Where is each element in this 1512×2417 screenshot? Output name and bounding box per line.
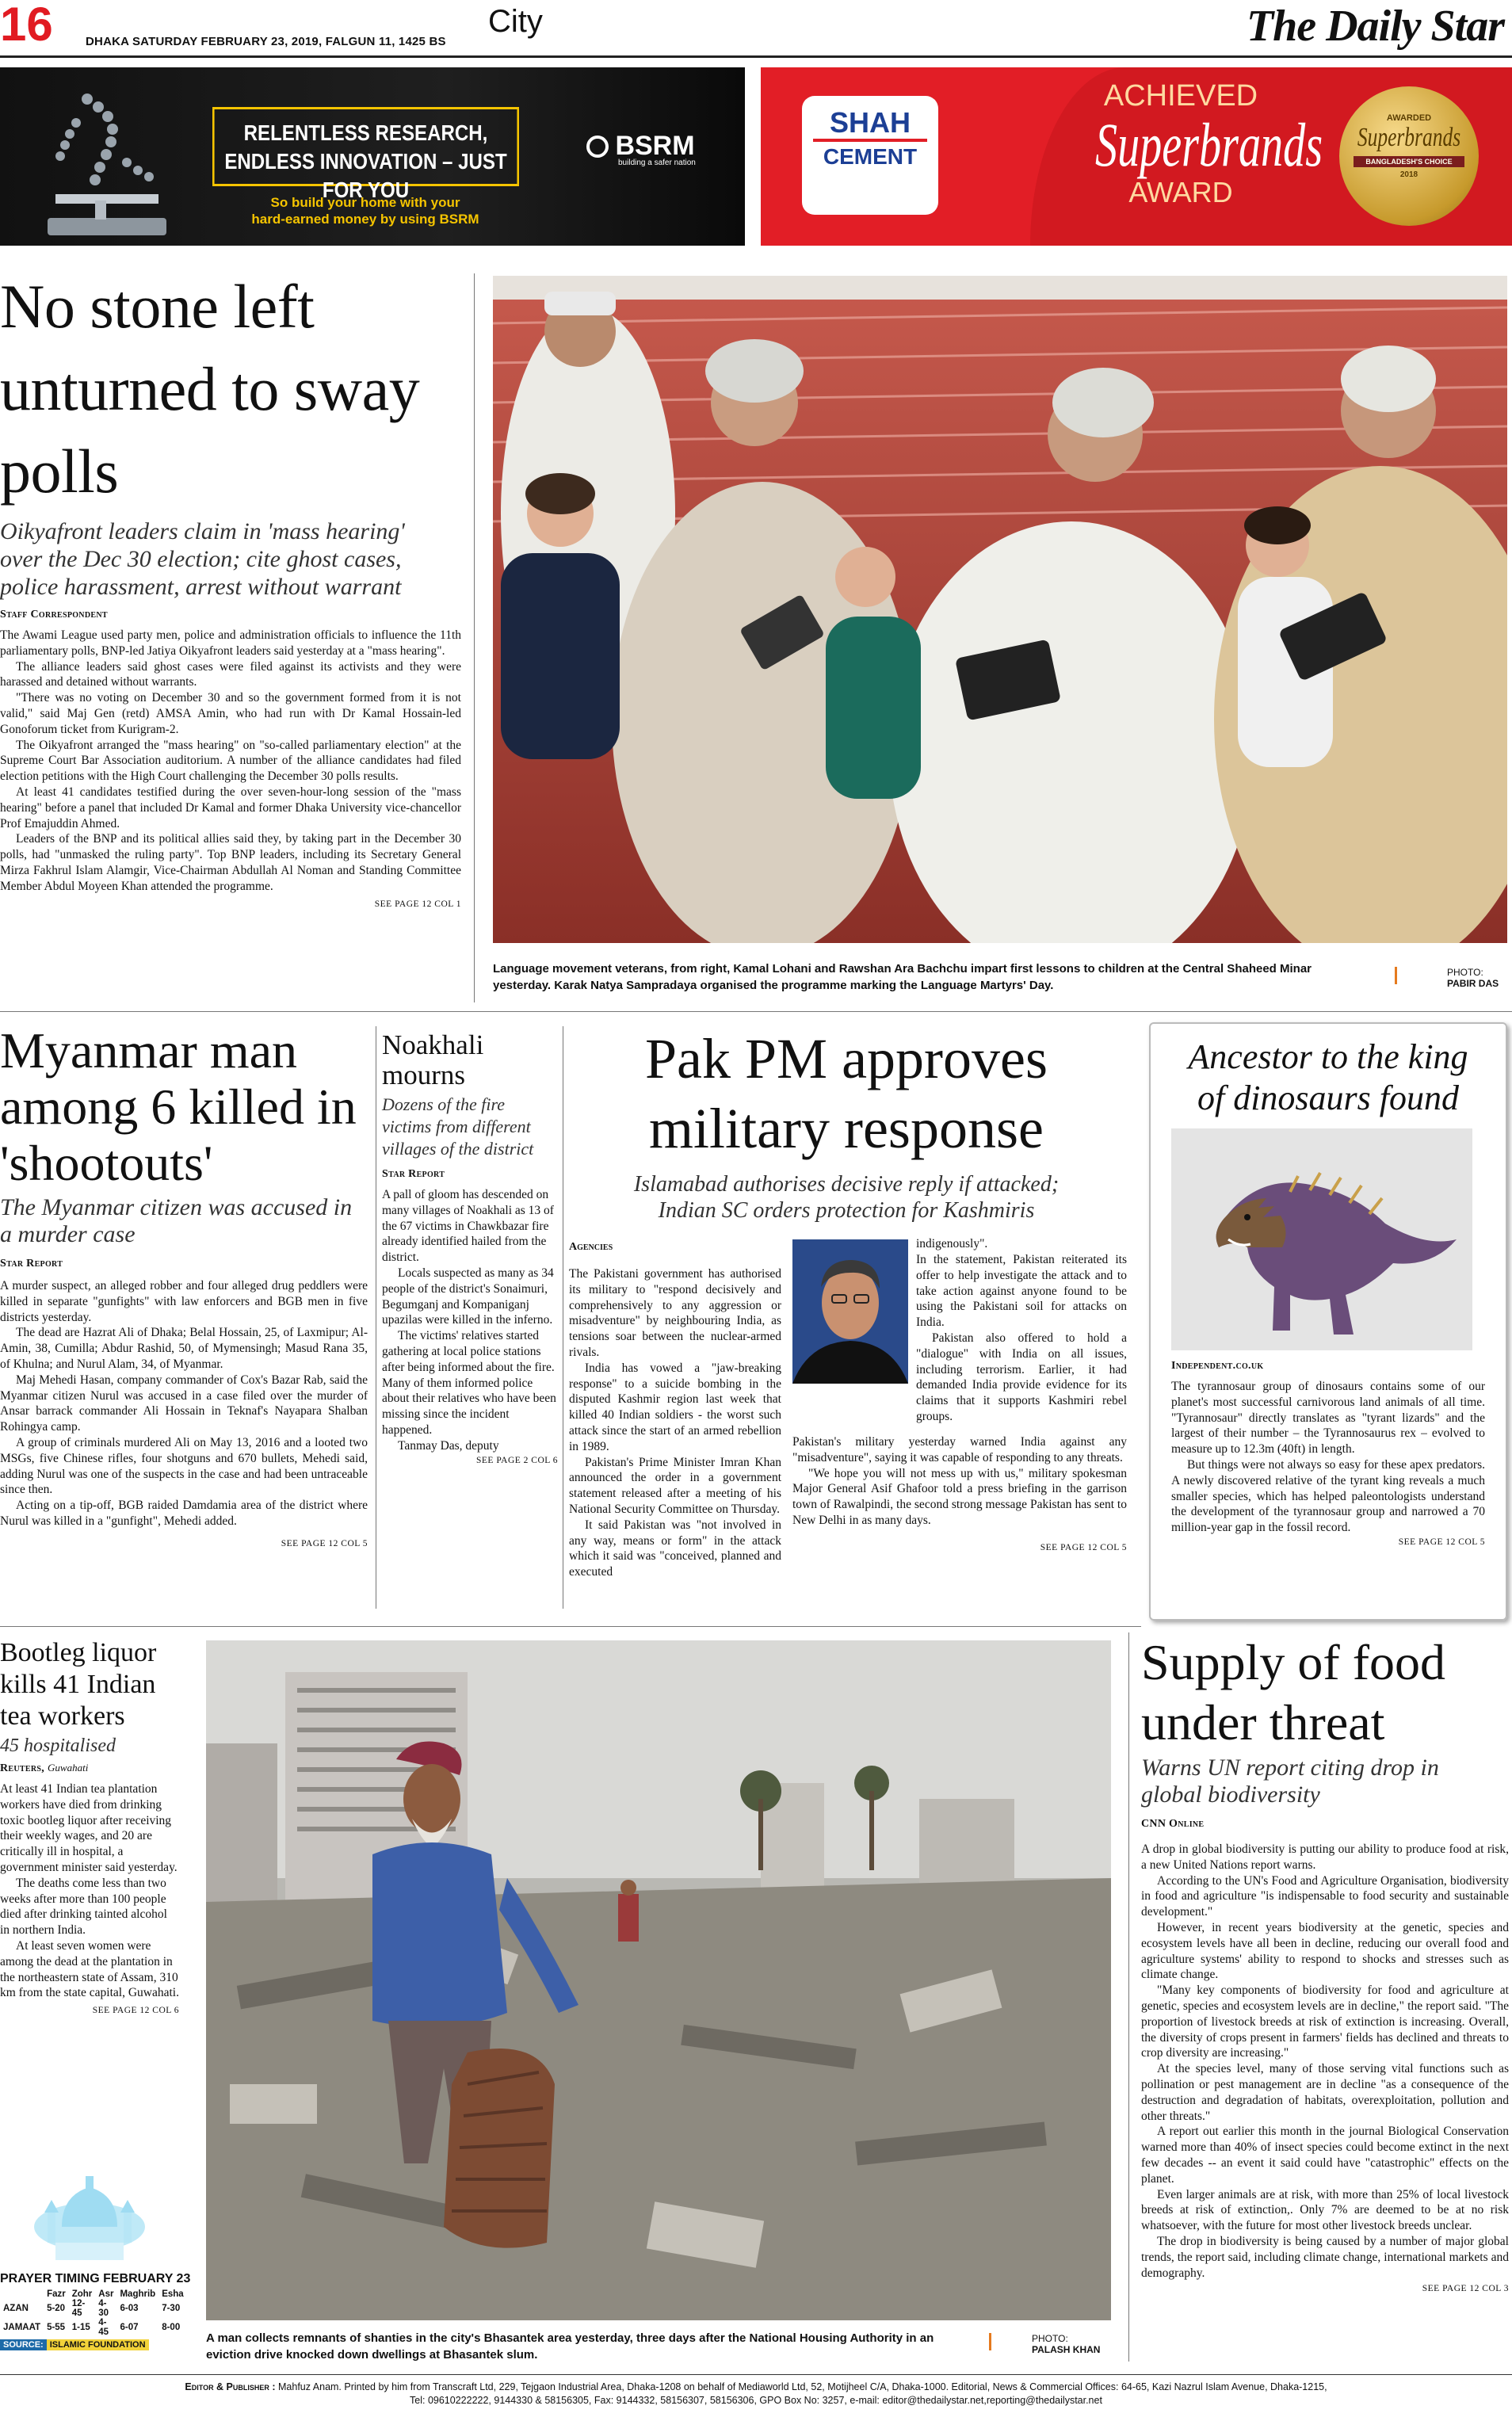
prayer-source <box>0 2340 179 2350</box>
prayer-time: 5-20 <box>47 2304 66 2313</box>
prayer-name: Maghrib <box>120 2289 156 2299</box>
lead-para: Leaders of the BNP and its political allies said they, by taking part in the December 30 polls, had "unmasked the ruling party". Top BNP leaders, including its Secretary General Mirza Fakhrul Islam Alamgir, Vice-Chairman Abdullah Al Noman and Standing Committee Member Abdul Moyeen Khan attended the programme. <box>0 832 461 893</box>
section-name: City <box>488 4 543 39</box>
bsrm-sub <box>212 194 518 227</box>
liquor-story <box>0 1637 179 2015</box>
imprint-line-2: Tel: 09610222222, 9144330 & 58156305, Fax: 9144332, 58156307, 58156306, GPO Box No: 3257, e-mail: editor@thedailystar.net,reporting@thedailystar.net <box>410 2395 1102 2406</box>
pakpm-para: Pakistan's military yesterday warned India against any "misadventure", saying it was capable of responding to any threats. <box>792 1435 1127 1464</box>
ad-bsrm[interactable] <box>0 67 745 246</box>
pakpm-deck: Islamabad authorises decisive reply if attacked; Indian SC orders protection for Kashmiris <box>633 1172 1060 1223</box>
caption-marker <box>989 2333 991 2350</box>
prayer-source-value: ISLAMIC FOUNDATION <box>47 2339 149 2350</box>
prayer-row <box>0 2318 187 2337</box>
prayer-name: Asr <box>98 2289 114 2299</box>
pakpm-headline[interactable]: Pak PM approves military response <box>645 1027 1048 1160</box>
pakpm-para: Pakistan also offered to hold a "dialogue" with India on all issues, including terrorism. Earlier, it had demanded India provide evidence for its claims that it supports Kashmiri rebel groups. <box>916 1331 1127 1423</box>
pakpm-jump[interactable]: SEE PAGE 12 COL 5 <box>1040 1542 1127 1552</box>
prayer-time: 7-30 <box>162 2304 181 2313</box>
shah-brand-2: CEMENT <box>823 144 918 169</box>
lead-para: At least 41 candidates testified during the over seven-hour-long session of the "mass hearing" before a panel that included Dr Kamal and former Dhaka University vice-chancellor Prof Emajuddin Ahmed. <box>0 785 461 830</box>
myanmar-para: A group of criminals murdered Ali on May 13, 2016 and a looted two MSGs, five Chinese rifles, four shotguns and 670 bullets, Mehedi said, adding Nurul was one of the suspects in the case and had been untraceable since then. <box>0 1435 368 1497</box>
dino-byline: Independent.co.uk <box>1171 1360 1264 1372</box>
section-rule <box>0 1626 1141 1627</box>
imprint <box>0 2381 1512 2407</box>
liquor-byline: Reuters, <box>0 1762 45 1774</box>
prayer-time: 6-07 <box>120 2323 139 2332</box>
lead-headline[interactable]: No stone left unturned to sway polls <box>0 272 420 506</box>
lead-para: The Oikyafront arranged the "mass hearing" on "so-called parliamentary election" at the Supreme Court Bar Association auditorium. A number of the alliance candidates had filed election petitions with the High Court challenging the December 30 polls results. <box>0 738 461 784</box>
lead-story <box>0 265 461 909</box>
lead-body <box>0 628 461 895</box>
prayer-row-label: AZAN <box>3 2304 29 2313</box>
lead-deck: Oikyafront leaders claim in 'mass hearing' over the Dec 30 election; cite ghost cases, police harassment, arrest without warrant <box>0 518 405 600</box>
food-jump[interactable]: SEE PAGE 12 COL 3 <box>1422 2284 1509 2294</box>
pakpm-byline: Agencies <box>569 1241 613 1253</box>
imprint-label: Editor & Publisher : <box>185 2381 276 2392</box>
dino-para: But things were not always so easy for these apex predators. A newly discovered relative of the tyrant king reveals a much smaller species, which has helped paleontologists understand the development of the tyrannosaur group and narrowed a 70 million-year gap in the fossil record. <box>1171 1457 1485 1535</box>
myanmar-headline[interactable]: Myanmar man among 6 killed in 'shootouts' <box>0 1022 357 1191</box>
food-para: The drop in biodiversity is being caused by a number of major global trends, the report said, including climate change, international markets and demography. <box>1141 2234 1509 2280</box>
header-rule <box>0 55 1512 58</box>
myanmar-para: A murder suspect, an alleged robber and four alleged drug peddlers were killed in separate "gunfights" with law enforcers and BGB men in five districts yesterday. <box>0 1279 368 1324</box>
bsrm-tagline: building a safer nation <box>618 158 696 167</box>
lead-photo[interactable] <box>493 276 1507 943</box>
myanmar-para: Acting on a tip-off, BGB raided Damdamia area of the district where Nurul was killed in a "gunfight", Mehedi added. <box>0 1499 368 1528</box>
myanmar-para: Maj Mehedi Hasan, company commander of Cox's Bazar Rab, said the Myanmar citizen Nurul was accused in a case filed over the murder of Ansar barrack commander Ali Hossain in Teknaf's Nayapara Shalban Rohingya camp. <box>0 1373 368 1434</box>
pakpm-para: The Pakistani government has authorised its military to "respond decisively and comprehensively to any aggression or misadventure" by neighbouring India, as tensions soar between the nuclear-armed rivals. <box>569 1267 781 1359</box>
credit-label: PHOTO: <box>1447 967 1483 978</box>
prayer-time: 1-15 <box>71 2323 90 2332</box>
liquor-para: At least seven women were among the dead at the plantation in the northeastern state of Assam, 310 km from the state capital, Guwahati. <box>0 1938 179 2000</box>
myanmar-jump[interactable]: SEE PAGE 12 COL 5 <box>281 1538 368 1548</box>
bsrm-headline-box <box>212 107 519 202</box>
ad-shah-cement[interactable] <box>761 67 1512 246</box>
microscope-icon <box>32 75 174 242</box>
pakpm-col2 <box>916 1236 1127 1252</box>
noakhali-story <box>382 1030 558 1465</box>
myanmar-para: The dead are Hazrat Ali of Dhaka; Belal Hossain, 25, of Laxmipur; Al-Amin, 38, Cumilla; Abdur Rashid, 50, of Mymensingh; Masud Rana 35, of Khulna; and Nurul Alam, 34, of Myanmar. <box>0 1326 368 1371</box>
lead-para: The alliance leaders said ghost cases were filed against its activists and they were harassed and detained without warrants. <box>0 659 461 689</box>
prayer-time: 8-00 <box>162 2323 181 2332</box>
food-para: At the species level, many of those serving vital functions such as pollination or pest management are in decline "as a consequence of the destruction and degradation of habitats, overexploitation, pollution and other threats." <box>1141 2062 1509 2123</box>
lead-photo-image <box>493 276 1507 943</box>
imprint-text: Mahfuz Anam. Printed by him from Transcraft Ltd, 229, Tejgaon Industrial Area, Dhaka-1208 on behalf of Mediaworld Ltd, 52, Motijheel C/A, Dhaka-1000. Editorial, News & Commercial Offices: 64-65, Kazi Nazrul Islam Avenue, Dhaka-1215, <box>278 2381 1327 2392</box>
prayer-box <box>0 2155 191 2350</box>
lead-photo-credit <box>1447 967 1499 989</box>
food-byline: CNN Online <box>1141 1818 1205 1830</box>
prayer-title: PRAYER TIMING FEBRUARY 23 <box>0 2272 191 2285</box>
shah-brand-1: SHAH <box>813 107 927 142</box>
liquor-para: At least 41 Indian tea plantation workers have died from drinking toxic bootleg liquor after receiving their weekly wages, and 20 are critically ill in hospital, a government minister said yesterday. <box>0 1782 178 1874</box>
food-story <box>1141 1632 1509 2293</box>
shah-award: AWARD <box>1128 176 1233 208</box>
pakpm-para: It said Pakistan was "not involved in any way, means or form" in the attack which it said was "conceived, planned and executed <box>569 1518 781 1579</box>
noakhali-headline[interactable]: Noakhali mourns <box>382 1029 484 1090</box>
bsrm-logo <box>586 131 696 167</box>
dino-headline[interactable]: Ancestor to the king of dinosaurs found <box>1188 1037 1468 1117</box>
pakpm-para: India has vowed a "jaw-breaking response" to a suicide bombing in the disputed Kashmir region last week that killed 40 Indian soldiers - the worst such attack since the start of an armed rebellion in 1989. <box>569 1361 781 1453</box>
shah-superbrands: Superbrands <box>1095 110 1323 179</box>
lead-para: The Awami League used party men, police and administration officials to influence the 11th parliamentary polls, BNP-led Jatiya Oikyafront leaders said yesterday at a "mass hearing". <box>0 628 461 658</box>
pakpm-col1 <box>569 1266 781 1580</box>
food-para: A report out earlier this month in the journal Biological Conservation warned more than 40% of insect species could become extinct in the next few decades -- an event it said could have "catastrophic" effects on the planet. <box>1141 2125 1509 2186</box>
lead-jump[interactable]: SEE PAGE 12 COL 1 <box>374 899 461 909</box>
dino-image[interactable] <box>1171 1128 1472 1350</box>
portrait-image <box>792 1239 908 1384</box>
liquor-deck: 45 hospitalised <box>0 1735 116 1756</box>
prayer-row-label: JAMAAT <box>3 2323 41 2332</box>
noakhali-byline: Star Report <box>382 1168 445 1180</box>
superbrands-seal <box>1339 86 1479 226</box>
footer-rule <box>0 2374 1512 2375</box>
page-number: 16 <box>0 0 53 51</box>
noakhali-para: Tanmay Das, deputy <box>398 1438 499 1453</box>
noakhali-para: The victims' relatives started gathering at local police stations after being informed about the fire. Many of them informed police about their relatives who have been missing since the incident happened. <box>382 1329 556 1437</box>
dino-box <box>1149 1022 1507 1621</box>
food-para: However, in recent years biodiversity at the genetic, species and ecosystem levels have all been in decline, reducing our overall food and agriculture systems' ability to respond to shocks and stresses such as climate change. <box>1141 1920 1509 1982</box>
shah-award-text <box>1062 78 1323 208</box>
section-rule <box>0 1011 1512 1012</box>
myanmar-deck: The Myanmar citizen was accused in a murder case <box>0 1194 353 1247</box>
prayer-name: Zohr <box>71 2289 93 2299</box>
bsrm-headline-1: RELENTLESS RESEARCH, <box>243 120 488 145</box>
liquor-para: The deaths come less than two weeks after more than 100 people died after drinking tainted alcohol in northern India. <box>0 1876 167 1938</box>
col-rule <box>474 273 475 1002</box>
shah-logo <box>802 96 938 215</box>
pakpm-para: indigenously". <box>916 1237 988 1251</box>
masthead-logo[interactable]: The Daily Star <box>1246 2 1504 51</box>
food-headline[interactable]: Supply of food under threat <box>1141 1634 1445 1751</box>
food-para: "Many key components of biodiversity for food and agriculture at genetic, species and ecosystem levels are in decline," the report said. "The proportion of livestock breeds at risk of extinction is increasing. Overall, the diversity of crops present in farmers' fields has declined and threats to crop diversity are increasing." <box>1141 1984 1509 2060</box>
col-rule <box>1128 1632 1129 2362</box>
liquor-dateline: Guwahati <box>48 1762 89 1774</box>
imprint-line-1 <box>0 2381 1512 2394</box>
dinosaur-icon <box>1171 1128 1472 1350</box>
bhasantek-photo[interactable] <box>206 1640 1111 2320</box>
food-para: Even larger animals are at risk, with more than 25% of local livestock breeds at risk of extinction,. Only 7% are deemed to be at no risk whatsoever, with the future for most other livestock breeds unclear. <box>1141 2187 1509 2233</box>
credit-name: PABIR DAS <box>1447 978 1499 989</box>
dino-jump[interactable]: SEE PAGE 12 COL 5 <box>1398 1537 1485 1547</box>
bhasantek-image <box>206 1640 1111 2320</box>
seal-ribbon: BANGLADESH'S CHOICE <box>1354 156 1464 167</box>
pakpm-story <box>569 1024 1124 1224</box>
caption-marker <box>1395 967 1397 984</box>
lead-byline: Staff Correspondent <box>0 609 108 620</box>
food-para: A drop in global biodiversity is putting our ability to produce food at risk, a new United Nations report warns. <box>1141 1842 1509 1872</box>
prayer-time: 6-03 <box>120 2304 139 2313</box>
pakpm-col2-wrap <box>916 1252 1127 1425</box>
myanmar-byline: Star Report <box>0 1258 63 1270</box>
prayer-header-row <box>0 2289 187 2299</box>
liquor-headline[interactable]: Bootleg liquor kills 41 Indian tea workers <box>0 1638 157 1731</box>
bsrm-headline-2: ENDLESS INNOVATION – JUST FOR YOU <box>224 149 507 202</box>
pakpm-para: "We hope you will not mess up with us," military spokesman Major General Asif Ghafoor told a press briefing in the garrison town of Rawalpindi, the second strong message Pakistan has sent to New Delhi in as many days. <box>792 1466 1127 1527</box>
liquor-jump[interactable]: SEE PAGE 12 COL 6 <box>92 2006 179 2016</box>
seal-top: AWARDED <box>1386 113 1432 123</box>
prayer-row <box>0 2299 187 2318</box>
seal-year: 2018 <box>1399 170 1418 179</box>
seal-mid: Superbrands <box>1357 123 1461 152</box>
pakpm-para: Pakistan's Prime Minister Imran Khan announced the order in a government statement released after a meeting of his National Security Committee on Thursday. <box>569 1455 781 1516</box>
pakpm-para: In the statement, Pakistan reiterated its offer to help investigate the attack and to take action against anyone found to be using the Pakistani soil for attacks on India. <box>916 1253 1127 1330</box>
prayer-time: 5-55 <box>47 2323 66 2332</box>
lead-para: "There was no voting on December 30 and so the government formed from it is not valid," said Maj Gen (retd) AMSA Amin, who had run with Dr Kamal Hossain-led Gonoforum ticket from Kurigram-2. <box>0 691 461 736</box>
pakpm-col2-lower <box>792 1434 1127 1552</box>
noakhali-para: A pall of gloom has descended on many villages of Noakhali as 13 of the 67 victims in Chawkbazar fire already identified hailed from the district. <box>382 1188 554 1265</box>
prayer-time: 4-45 <box>98 2318 109 2337</box>
food-deck: Warns UN report citing drop in global biodiversity <box>1141 1755 1439 1808</box>
prayer-name: Fazr <box>47 2289 66 2299</box>
bsrm-sub-1: So build your home with your <box>270 195 460 210</box>
noakhali-para: Locals suspected as many as 34 people of the district's Sonaimuri, Begumganj and Kompaniganj upazilas were killed in the inferno. <box>382 1266 554 1327</box>
credit-label: PHOTO: <box>1032 2333 1068 2344</box>
dino-para: The tyrannosaur group of dinosaurs contains some of our planet's most successful carnivorous land animals of all time. "Tyrannosaur" directly translates as "tyrant lizards" and the largest of their number – the Tyrannosaurus rex – evolved to measure up to 12.3m (40ft) in length. <box>1171 1380 1485 1457</box>
mosque-icon <box>0 2155 179 2266</box>
credit-name: PALASH KHAN <box>1032 2344 1101 2355</box>
prayer-time: 12-45 <box>71 2299 86 2318</box>
lead-photo-caption: Language movement veterans, from right, Kamal Lohani and Rawshan Ara Bachchu impart first lessons to children at the Central Shaheed Minar yesterday. Karak Natya Sampradaya organised the programme marking the Language Martyrs' Day. <box>493 962 1312 992</box>
bhasantek-caption: A man collects remnants of shanties in the city's Bhasantek area yesterday, three days after the National Housing Authority in an eviction drive knocked down dwellings at Bhasantek slum. <box>206 2331 934 2362</box>
noakhali-deck: Dozens of the fire victims from different villages of the district <box>382 1094 534 1159</box>
shah-achieved: ACHIEVED <box>1103 79 1258 113</box>
prayer-name: Esha <box>162 2289 184 2299</box>
bsrm-brand: BSRM <box>615 131 695 161</box>
imran-khan-photo[interactable] <box>792 1239 908 1384</box>
noakhali-jump[interactable]: SEE PAGE 2 COL 6 <box>476 1455 558 1465</box>
bsrm-logo-icon <box>586 136 609 158</box>
prayer-time: 4-30 <box>98 2299 109 2318</box>
prayer-source-label: SOURCE: <box>0 2339 47 2350</box>
prayer-table <box>0 2289 187 2337</box>
myanmar-story <box>0 1022 368 1548</box>
dateline: DHAKA SATURDAY FEBRUARY 23, 2019, FALGUN 11, 1425 BS <box>86 35 446 48</box>
bhasantek-credit <box>1032 2333 1100 2355</box>
food-para: According to the UN's Food and Agriculture Organisation, biodiversity in food and agriculture "is indispensable to food security and sustainable development." <box>1141 1873 1509 1919</box>
bsrm-sub-2: hard-earned money by using BSRM <box>251 212 479 227</box>
